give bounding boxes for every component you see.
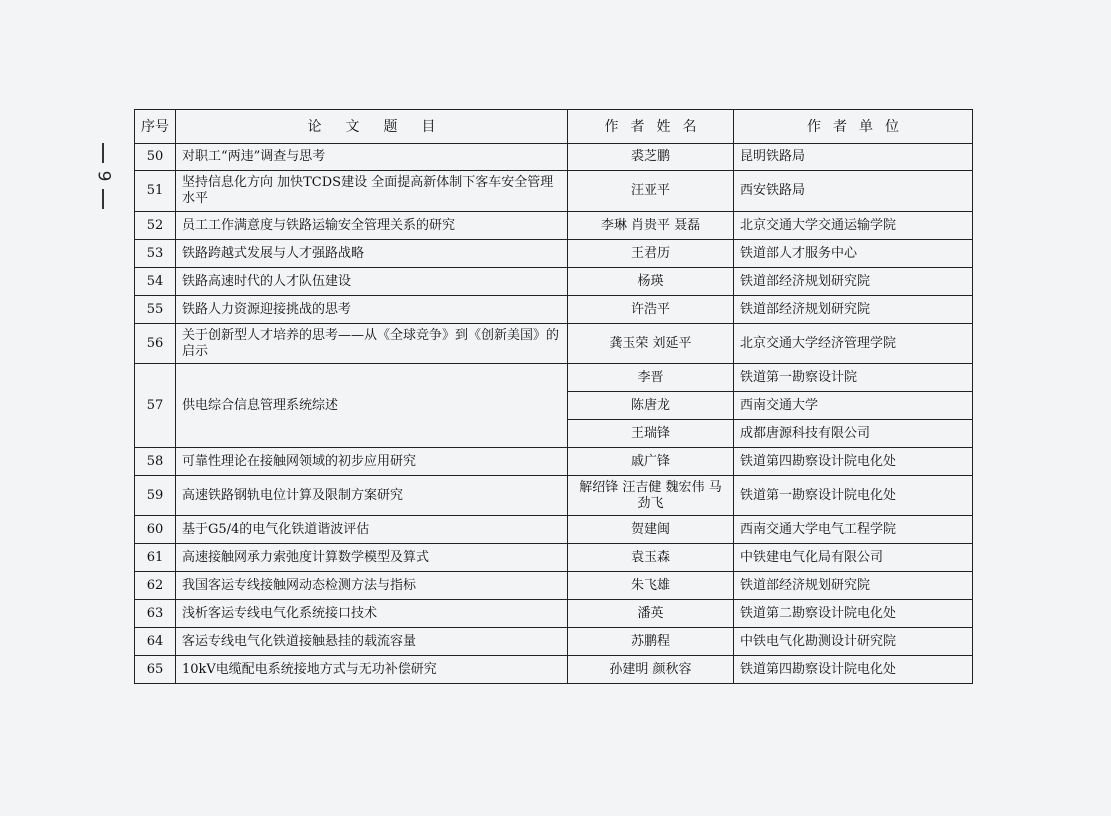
- row-title: 可靠性理论在接触网领域的初步应用研究: [176, 448, 568, 476]
- table-row: [135, 544, 973, 572]
- table-row: [135, 476, 973, 516]
- row-title: 员工工作满意度与铁路运输安全管理关系的研究: [176, 212, 568, 240]
- row-title: 对职工“两违”调查与思考: [176, 144, 568, 171]
- row-no: 54: [135, 268, 176, 296]
- row-title: 供电综合信息管理系统综述: [176, 364, 568, 448]
- row-no: 61: [135, 544, 176, 572]
- table-row: [135, 212, 973, 240]
- row-author: 贺建闽: [568, 516, 734, 544]
- row-title: 客运专线电气化铁道接触悬挂的载流容量: [176, 628, 568, 656]
- row-no: 51: [135, 171, 176, 212]
- row-unit: 西安铁路局: [734, 171, 973, 212]
- header-unit: 作者单位: [734, 110, 973, 144]
- table-row: [135, 240, 973, 268]
- row-author: 汪亚平: [568, 171, 734, 212]
- table-row: [135, 600, 973, 628]
- row-author: 杨瑛: [568, 268, 734, 296]
- row-title: 10kV电缆配电系统接地方式与无功补偿研究: [176, 656, 568, 684]
- table-row: [135, 656, 973, 684]
- table-header-row: [135, 110, 973, 144]
- row-unit: 中铁电气化勘测设计研究院: [734, 628, 973, 656]
- table-row: [135, 324, 973, 364]
- row-unit: 铁道部经济规划研究院: [734, 268, 973, 296]
- row-unit: 北京交通大学经济管理学院: [734, 324, 973, 364]
- table-row: [135, 516, 973, 544]
- row-author: 朱飞雄: [568, 572, 734, 600]
- row-no: 60: [135, 516, 176, 544]
- row-unit: 中铁建电气化局有限公司: [734, 544, 973, 572]
- row-author: 龚玉荣 刘延平: [568, 324, 734, 364]
- row-title: 高速铁路钢轨电位计算及限制方案研究: [176, 476, 568, 516]
- row-author: 王瑞锋: [568, 420, 734, 448]
- row-unit: 铁道第四勘察设计院电化处: [734, 448, 973, 476]
- header-author: 作者姓名: [568, 110, 734, 144]
- table-row: [135, 628, 973, 656]
- row-no: 55: [135, 296, 176, 324]
- table-row: [135, 572, 973, 600]
- row-unit: 铁道第一勘察设计院电化处: [734, 476, 973, 516]
- row-title: 高速接触网承力索弛度计算数学模型及算式: [176, 544, 568, 572]
- table-row: [135, 364, 973, 392]
- row-author: 陈唐龙: [568, 392, 734, 420]
- row-unit: 铁道第四勘察设计院电化处: [734, 656, 973, 684]
- page-number-dash-bottom: [102, 189, 104, 209]
- row-no: 56: [135, 324, 176, 364]
- row-unit: 西南交通大学: [734, 392, 973, 420]
- row-title: 关于创新型人才培养的思考——从《全球竞争》到《创新美国》的启示: [176, 324, 568, 364]
- row-author: 李琳 肖贵平 聂磊: [568, 212, 734, 240]
- row-author: 戚广锋: [568, 448, 734, 476]
- row-no: 65: [135, 656, 176, 684]
- row-author: 潘英: [568, 600, 734, 628]
- row-title: 坚持信息化方向 加快TCDS建设 全面提高新体制下客车安全管理水平: [176, 171, 568, 212]
- row-no: 62: [135, 572, 176, 600]
- row-author: 苏鹏程: [568, 628, 734, 656]
- row-author: 孙建明 颜秋容: [568, 656, 734, 684]
- table-row: [135, 144, 973, 171]
- row-no: 57: [135, 364, 176, 448]
- row-title: 铁路人力资源迎接挑战的思考: [176, 296, 568, 324]
- row-no: 58: [135, 448, 176, 476]
- row-no: 50: [135, 144, 176, 171]
- row-unit: 铁道部经济规划研究院: [734, 296, 973, 324]
- row-author: 袁玉森: [568, 544, 734, 572]
- header-title: 论文题目: [176, 110, 568, 144]
- row-no: 53: [135, 240, 176, 268]
- row-unit: 西南交通大学电气工程学院: [734, 516, 973, 544]
- row-no: 52: [135, 212, 176, 240]
- row-unit: 铁道第一勘察设计院: [734, 364, 973, 392]
- page-number-digit: 9: [93, 170, 114, 182]
- papers-table: [134, 109, 973, 684]
- row-no: 64: [135, 628, 176, 656]
- table-row: [135, 268, 973, 296]
- row-unit: 北京交通大学交通运输学院: [734, 212, 973, 240]
- row-unit: 铁道部经济规划研究院: [734, 572, 973, 600]
- row-title: 铁路高速时代的人才队伍建设: [176, 268, 568, 296]
- row-author: 裘芝鹏: [568, 144, 734, 171]
- row-unit: 铁道部人才服务中心: [734, 240, 973, 268]
- table-row: [135, 448, 973, 476]
- row-title: 铁路跨越式发展与人才强路战略: [176, 240, 568, 268]
- row-title: 基于G5/4的电气化铁道谐波评估: [176, 516, 568, 544]
- row-author: 李晋: [568, 364, 734, 392]
- row-no: 63: [135, 600, 176, 628]
- row-unit: 成都唐源科技有限公司: [734, 420, 973, 448]
- page-number-dash-top: [102, 143, 104, 163]
- row-author: 王君历: [568, 240, 734, 268]
- header-no: 序号: [135, 110, 176, 144]
- row-unit: 铁道第二勘察设计院电化处: [734, 600, 973, 628]
- row-title: 我国客运专线接触网动态检测方法与指标: [176, 572, 568, 600]
- row-no: 59: [135, 476, 176, 516]
- row-title: 浅析客运专线电气化系统接口技术: [176, 600, 568, 628]
- row-author: 解绍锋 汪吉健 魏宏伟 马劲飞: [568, 476, 734, 516]
- row-author: 许浩平: [568, 296, 734, 324]
- page-number: [93, 140, 114, 212]
- row-unit: 昆明铁路局: [734, 144, 973, 171]
- table-row: [135, 296, 973, 324]
- table-row: [135, 171, 973, 212]
